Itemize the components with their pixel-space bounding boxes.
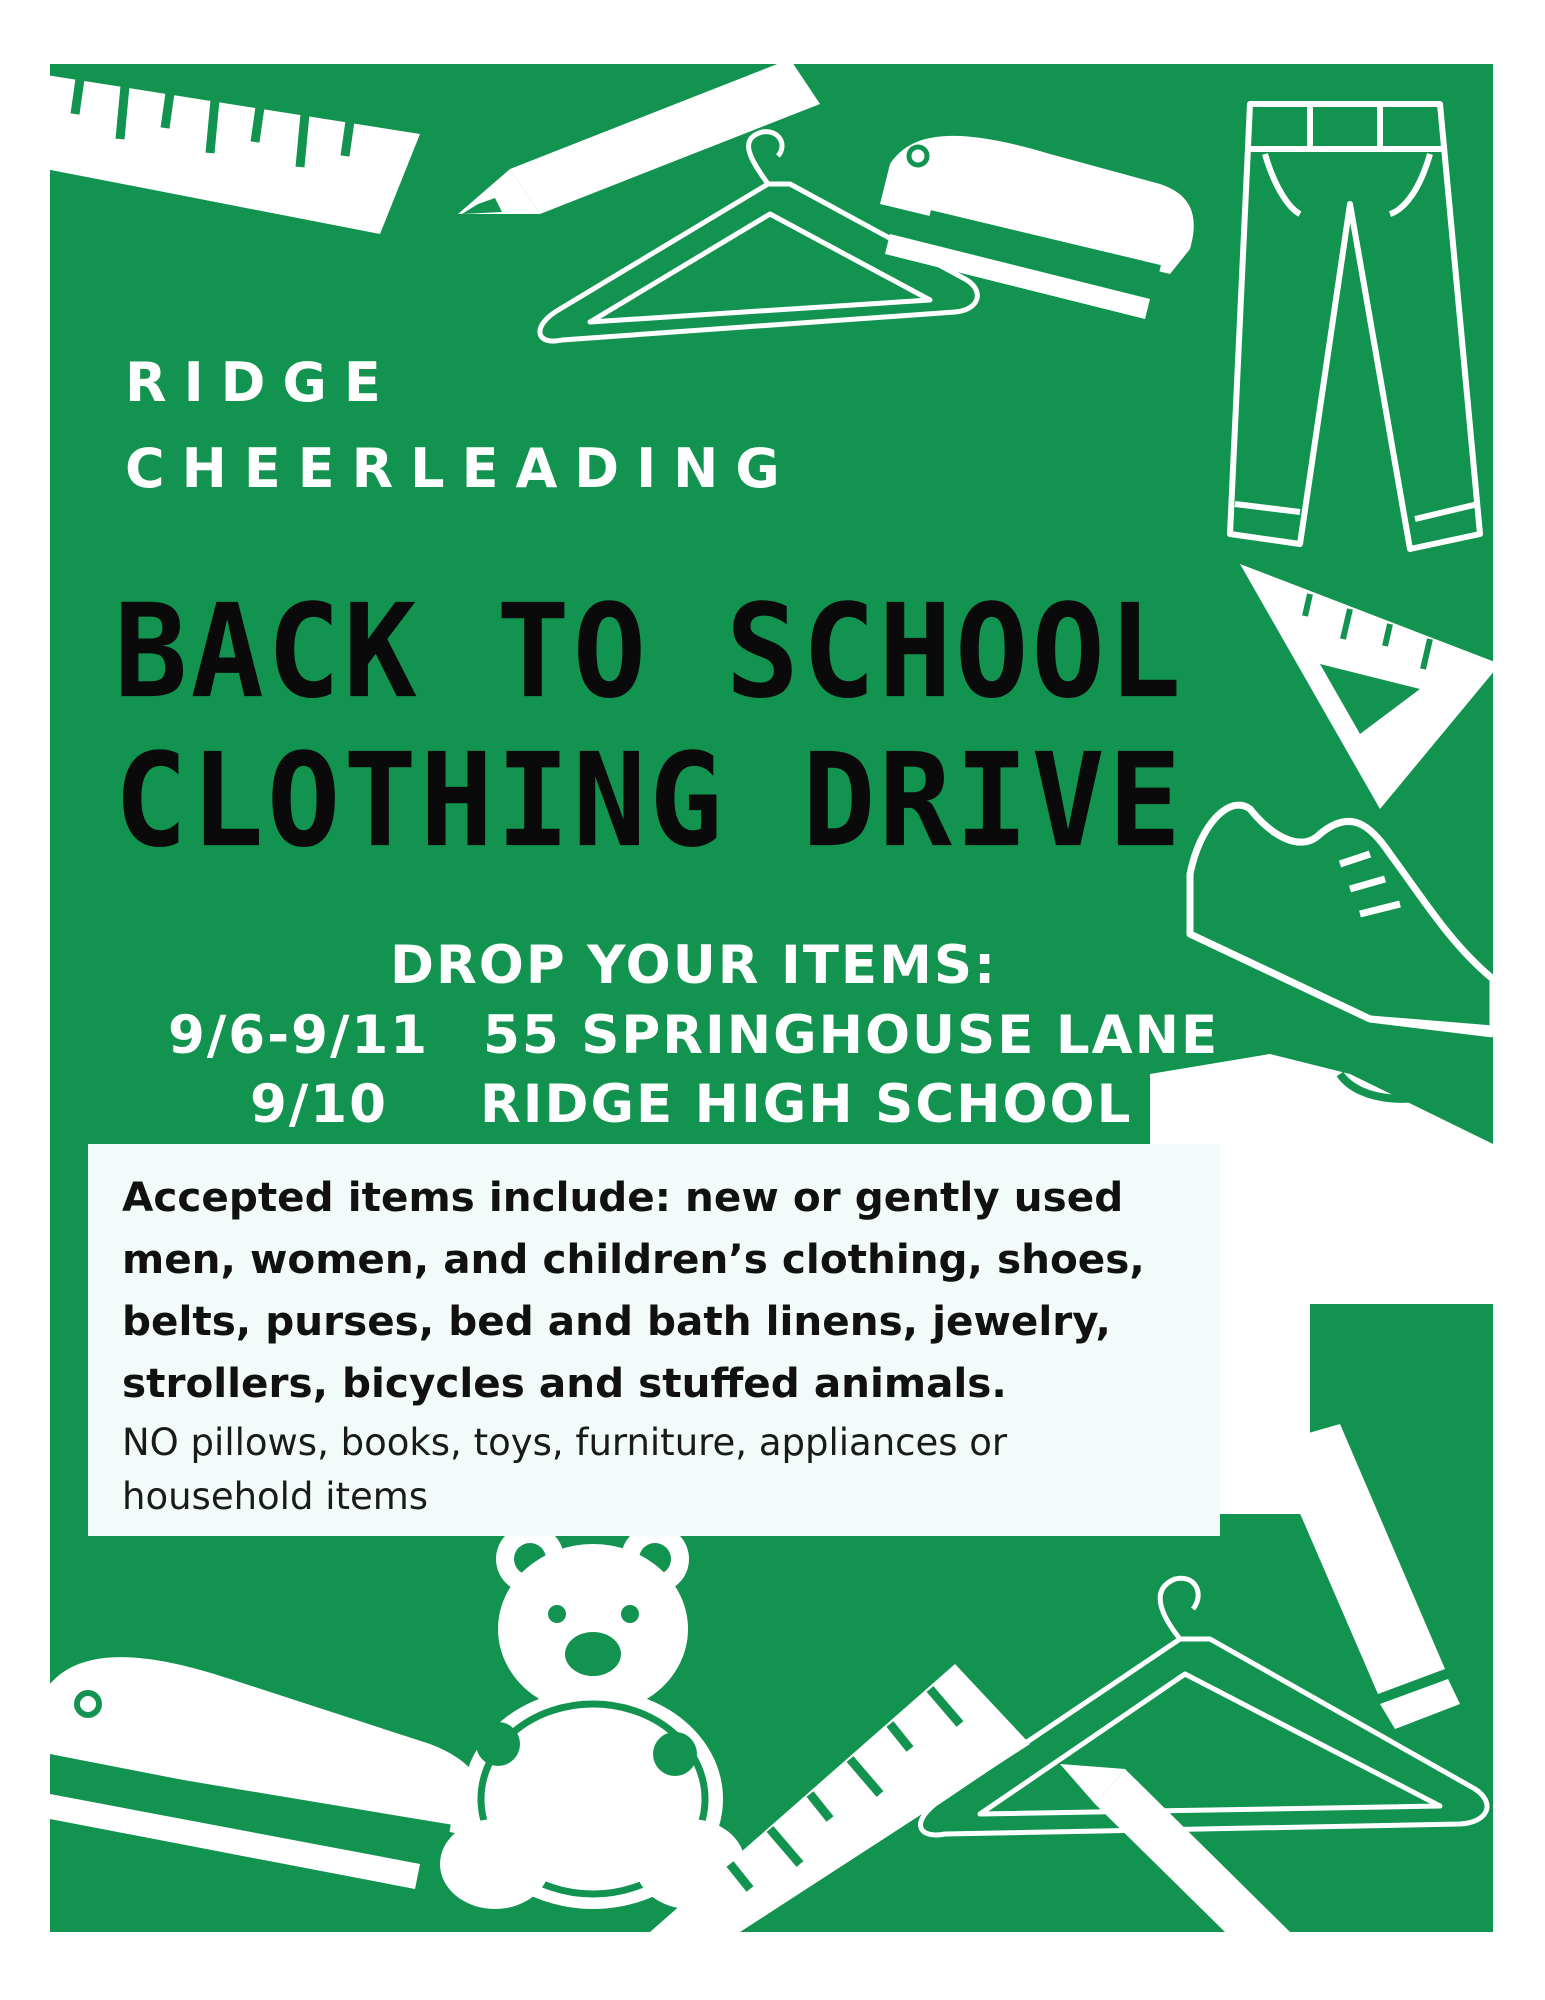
drop-off-heading: DROP YOUR ITEMS:: [390, 935, 998, 996]
pencil-icon: [458, 64, 820, 214]
items-info-box: [88, 1144, 1220, 1536]
drop-off-date: 9/10: [250, 1074, 388, 1135]
school-supplies-art: [50, 64, 1493, 1932]
organization-name-line1: RIDGE: [125, 351, 398, 414]
flyer: [50, 64, 1493, 1932]
excluded-items-text: NO pillows, books, toys, furniture, appliances or household items: [122, 1421, 1008, 1518]
ruler-icon: [50, 74, 420, 234]
drop-off-date: 9/6-9/11: [168, 1005, 430, 1066]
pencil-icon: [1060, 1764, 1290, 1932]
accepted-items-text: Accepted items include: new or gently used men, women, and children’s clothing, shoes, belts, purses, bed and bath linens, jewelry, strollers, bicycles and stuffed animals.: [122, 1173, 1145, 1407]
drop-off-location: 55 SPRINGHOUSE LANE: [483, 1005, 1220, 1066]
event-title-line1: BACK TO SCHOOL: [114, 576, 1185, 727]
marker-icon: [1255, 1379, 1460, 1729]
teddy-bear-icon: [440, 1525, 745, 1909]
pants-icon: [1230, 104, 1480, 549]
organization-name-line2: CHEERLEADING: [125, 437, 797, 500]
stapler-icon: [880, 136, 1194, 319]
sneaker-icon: [1190, 805, 1493, 1034]
set-square-icon: [1240, 564, 1493, 809]
event-title-line2: CLOTHING DRIVE: [114, 725, 1185, 876]
stapler-icon: [50, 1657, 483, 1889]
drop-off-location: RIDGE HIGH SCHOOL: [480, 1074, 1133, 1135]
